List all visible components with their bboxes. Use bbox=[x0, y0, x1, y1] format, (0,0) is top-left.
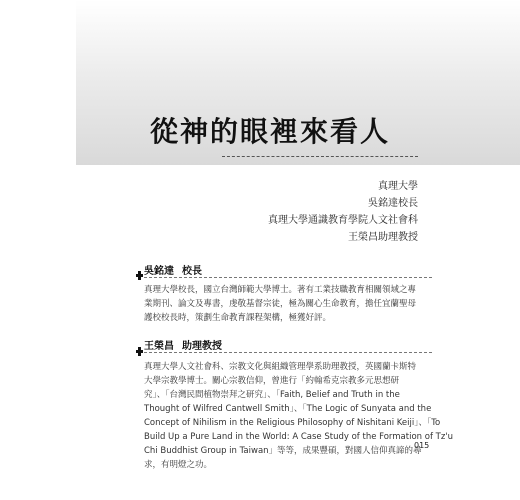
person-title: 校長 bbox=[182, 266, 202, 277]
author-line: 吳銘達校長 bbox=[368, 198, 418, 209]
bio-line: 究」、「台灣民間植物崇拜之研究」、「Faith, Belief and Truth in the bbox=[144, 390, 400, 400]
bio-line: 護校校長時，策劃生命教育課程架構，極獲好評。 bbox=[144, 313, 332, 323]
bio-line: Thought of Wilfred Cantwell Smith」、「The Logic of Sunyata and the bbox=[144, 404, 432, 414]
author-block bbox=[268, 178, 418, 246]
section-divider bbox=[144, 352, 432, 353]
person-name: 吳銘達 bbox=[144, 266, 174, 277]
bio-line: Concept of Nihilism in the Religious Philosophy of Nishitani Keiji」、「To bbox=[144, 418, 441, 428]
pixel-cross-icon bbox=[136, 271, 143, 280]
bio-line: Build Up a Pure Land in the World: A Case Study of the Formation of Tz'u bbox=[144, 432, 454, 442]
bio-line: 真理大學人文社會科、宗教文化與組織管理學系助理教授，英國蘭卡斯特 bbox=[144, 362, 417, 372]
bio-paragraph bbox=[144, 360, 454, 472]
page-number: 015 bbox=[414, 441, 430, 450]
author-line: 真理大學 bbox=[378, 181, 418, 192]
bio-line: 業期刊、論文及專書，虔敬基督宗徒，極為關心生命教育，擔任宜蘭聖母 bbox=[144, 299, 417, 309]
person-name: 王榮昌 bbox=[144, 341, 174, 352]
bio-paragraph bbox=[144, 283, 434, 325]
author-line: 王榮昌助理教授 bbox=[348, 232, 418, 243]
bio-line: 大學宗教學博士。關心宗教信仰，曾進行「約翰希克宗教多元思想研 bbox=[144, 376, 400, 386]
bio-line: Chi Buddhist Group in Taiwan」等等，成果豐碩，對國人信仰真諦的尋 bbox=[144, 446, 422, 456]
author-line: 真理大學通識教育學院人文社會科 bbox=[268, 215, 418, 226]
section-heading bbox=[144, 262, 202, 277]
bio-line: 真理大學校長，國立台灣師範大學博士。著有工業技職教育相關領域之專 bbox=[144, 285, 417, 295]
section-heading bbox=[144, 337, 222, 352]
title-divider bbox=[222, 156, 418, 157]
pixel-cross-icon bbox=[136, 347, 143, 356]
page-title: 從神的眼裡來看人 bbox=[149, 115, 390, 148]
section-divider bbox=[144, 277, 432, 278]
person-title: 助理教授 bbox=[182, 341, 222, 352]
bio-line: 求，有明燈之功。 bbox=[144, 460, 213, 470]
